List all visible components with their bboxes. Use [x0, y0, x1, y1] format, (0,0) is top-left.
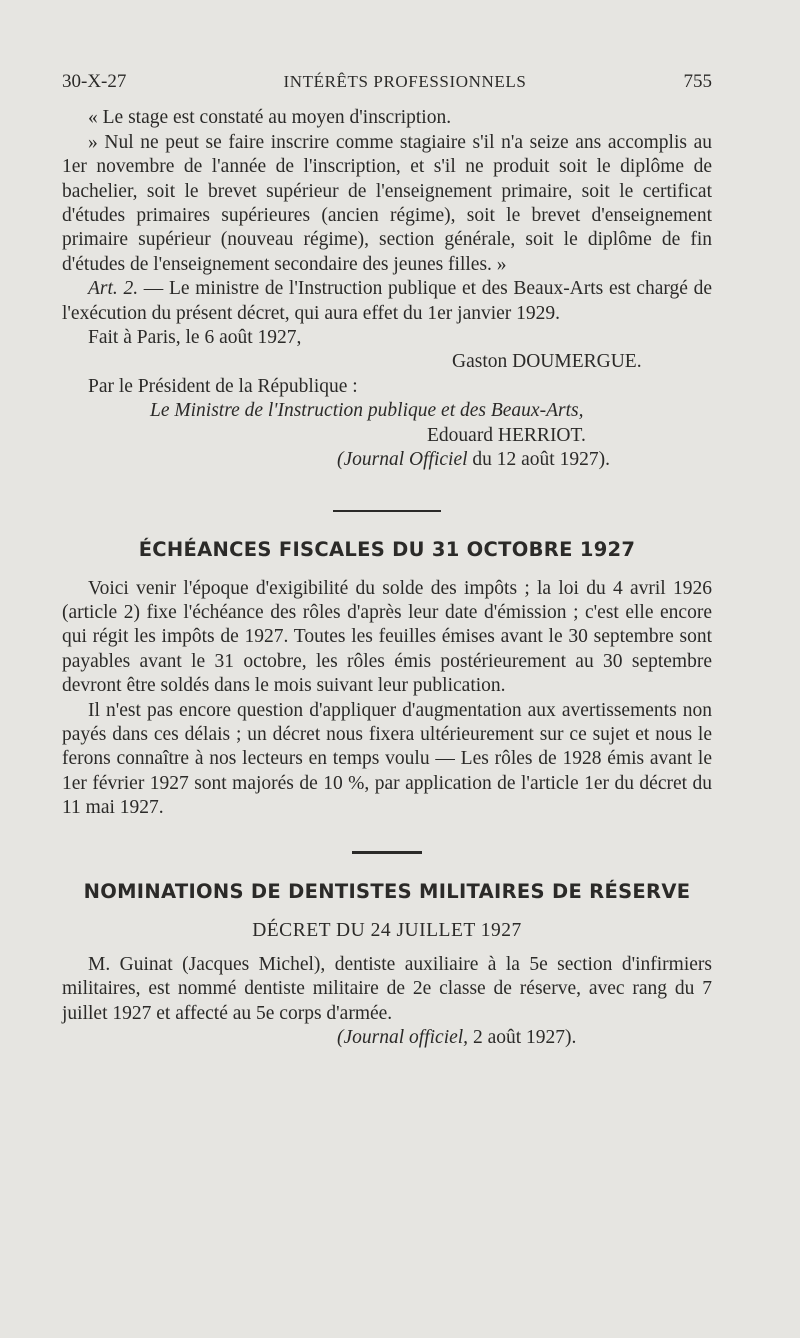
echeances-paragraph-1: Voici venir l'époque d'exigibilité du solde des impôts ; la loi du 4 avril 1926 (article 2) fixe l'échéance des rôles d'après leur date d'émission ; c'est elle encore qui régit les impôts de 1927. Toutes les feuilles émises avant le 30 septembre sont payables avant le 31 octobre, les rôles émis postérieurement au 30 septembre devront être soldés dans le mois suivant leur publication.	[62, 577, 712, 697]
minister-signature: Edouard HERRIOT.	[427, 424, 586, 446]
minister-title: Le Ministre de l'Instruction publique et des Beaux-Arts,	[150, 400, 584, 422]
echeances-paragraph-2: Il n'est pas encore question d'appliquer d'augmentation aux avertissements non payés dans ces délais ; un décret nous fixera ultérieurement sur ce sujet et nous le ferons connaître à nos lecteurs en temps voulu — Les rôles de 1928 émis avant le 1er février 1927 sont majorés de 10 %, par application de l'article 1er du décret du 11 mai 1927.	[62, 699, 712, 819]
section-title-echeances: ÉCHÉANCES FISCALES DU 31 OCTOBRE 1927	[138, 537, 636, 561]
decret-heading: DÉCRET DU 24 JUILLET 1927	[252, 919, 522, 941]
article-2-paragraph	[62, 277, 712, 326]
par-le-president: Par le Président de la République :	[88, 375, 358, 397]
section-divider	[333, 510, 441, 512]
fait-a-paris: Fait à Paris, le 6 août 1927,	[88, 327, 302, 349]
source-citation	[62, 1026, 712, 1050]
running-header	[62, 70, 712, 94]
inscription-paragraph: » Nul ne peut se faire inscrire comme stagiaire s'il n'a seize ans accomplis au 1er novembre de l'année de l'inscription, et s'il ne produit soit le diplôme de bachelier, soit le brevet supérieur de l'enseignement primaire, soit le certificat d'études primaires supérieures (ancien régime), soit le brevet d'enseignement primaire supérieur (nouveau régime), section générale, soit le diplôme de fin d'études de l'enseignement secondaire des jeunes filles. »	[62, 131, 712, 275]
source-date: 2 août 1927).	[468, 1027, 577, 1049]
source-journal: (Journal Officiel	[337, 449, 468, 471]
nomination-paragraph: M. Guinat (Jacques Michel), dentiste auxiliaire à la 5e section d'infirmiers militaires, est nommé dentiste militaire de 2e classe de réserve, avec rang du 7 juillet 1927 et affecté au 5e corps d'armée.	[62, 953, 712, 1024]
stage-paragraph: « Le stage est constaté au moyen d'inscription.	[88, 107, 452, 129]
section-title-nominations: NOMINATIONS DE DENTISTES MILITAIRES DE RÉSERVE	[83, 879, 691, 903]
article-label: Art. 2.	[88, 278, 139, 300]
source-journal: (Journal officiel,	[337, 1027, 469, 1049]
page-number: 755	[683, 71, 712, 92]
article-text: — Le ministre de l'Instruction publique et des Beaux-Arts est chargé de l'exécution du présent décret, qui aura effet du 1er janvier 1929.	[62, 278, 712, 324]
document-page	[62, 70, 712, 1051]
header-title: INTÉRÊTS PROFESSIONNELS	[283, 72, 527, 91]
section-divider	[352, 851, 422, 854]
source-citation	[62, 448, 712, 472]
source-date: du 12 août 1927).	[467, 449, 610, 471]
president-signature: Gaston DOUMERGUE.	[452, 351, 642, 373]
header-date: 30-X-27	[62, 71, 127, 92]
